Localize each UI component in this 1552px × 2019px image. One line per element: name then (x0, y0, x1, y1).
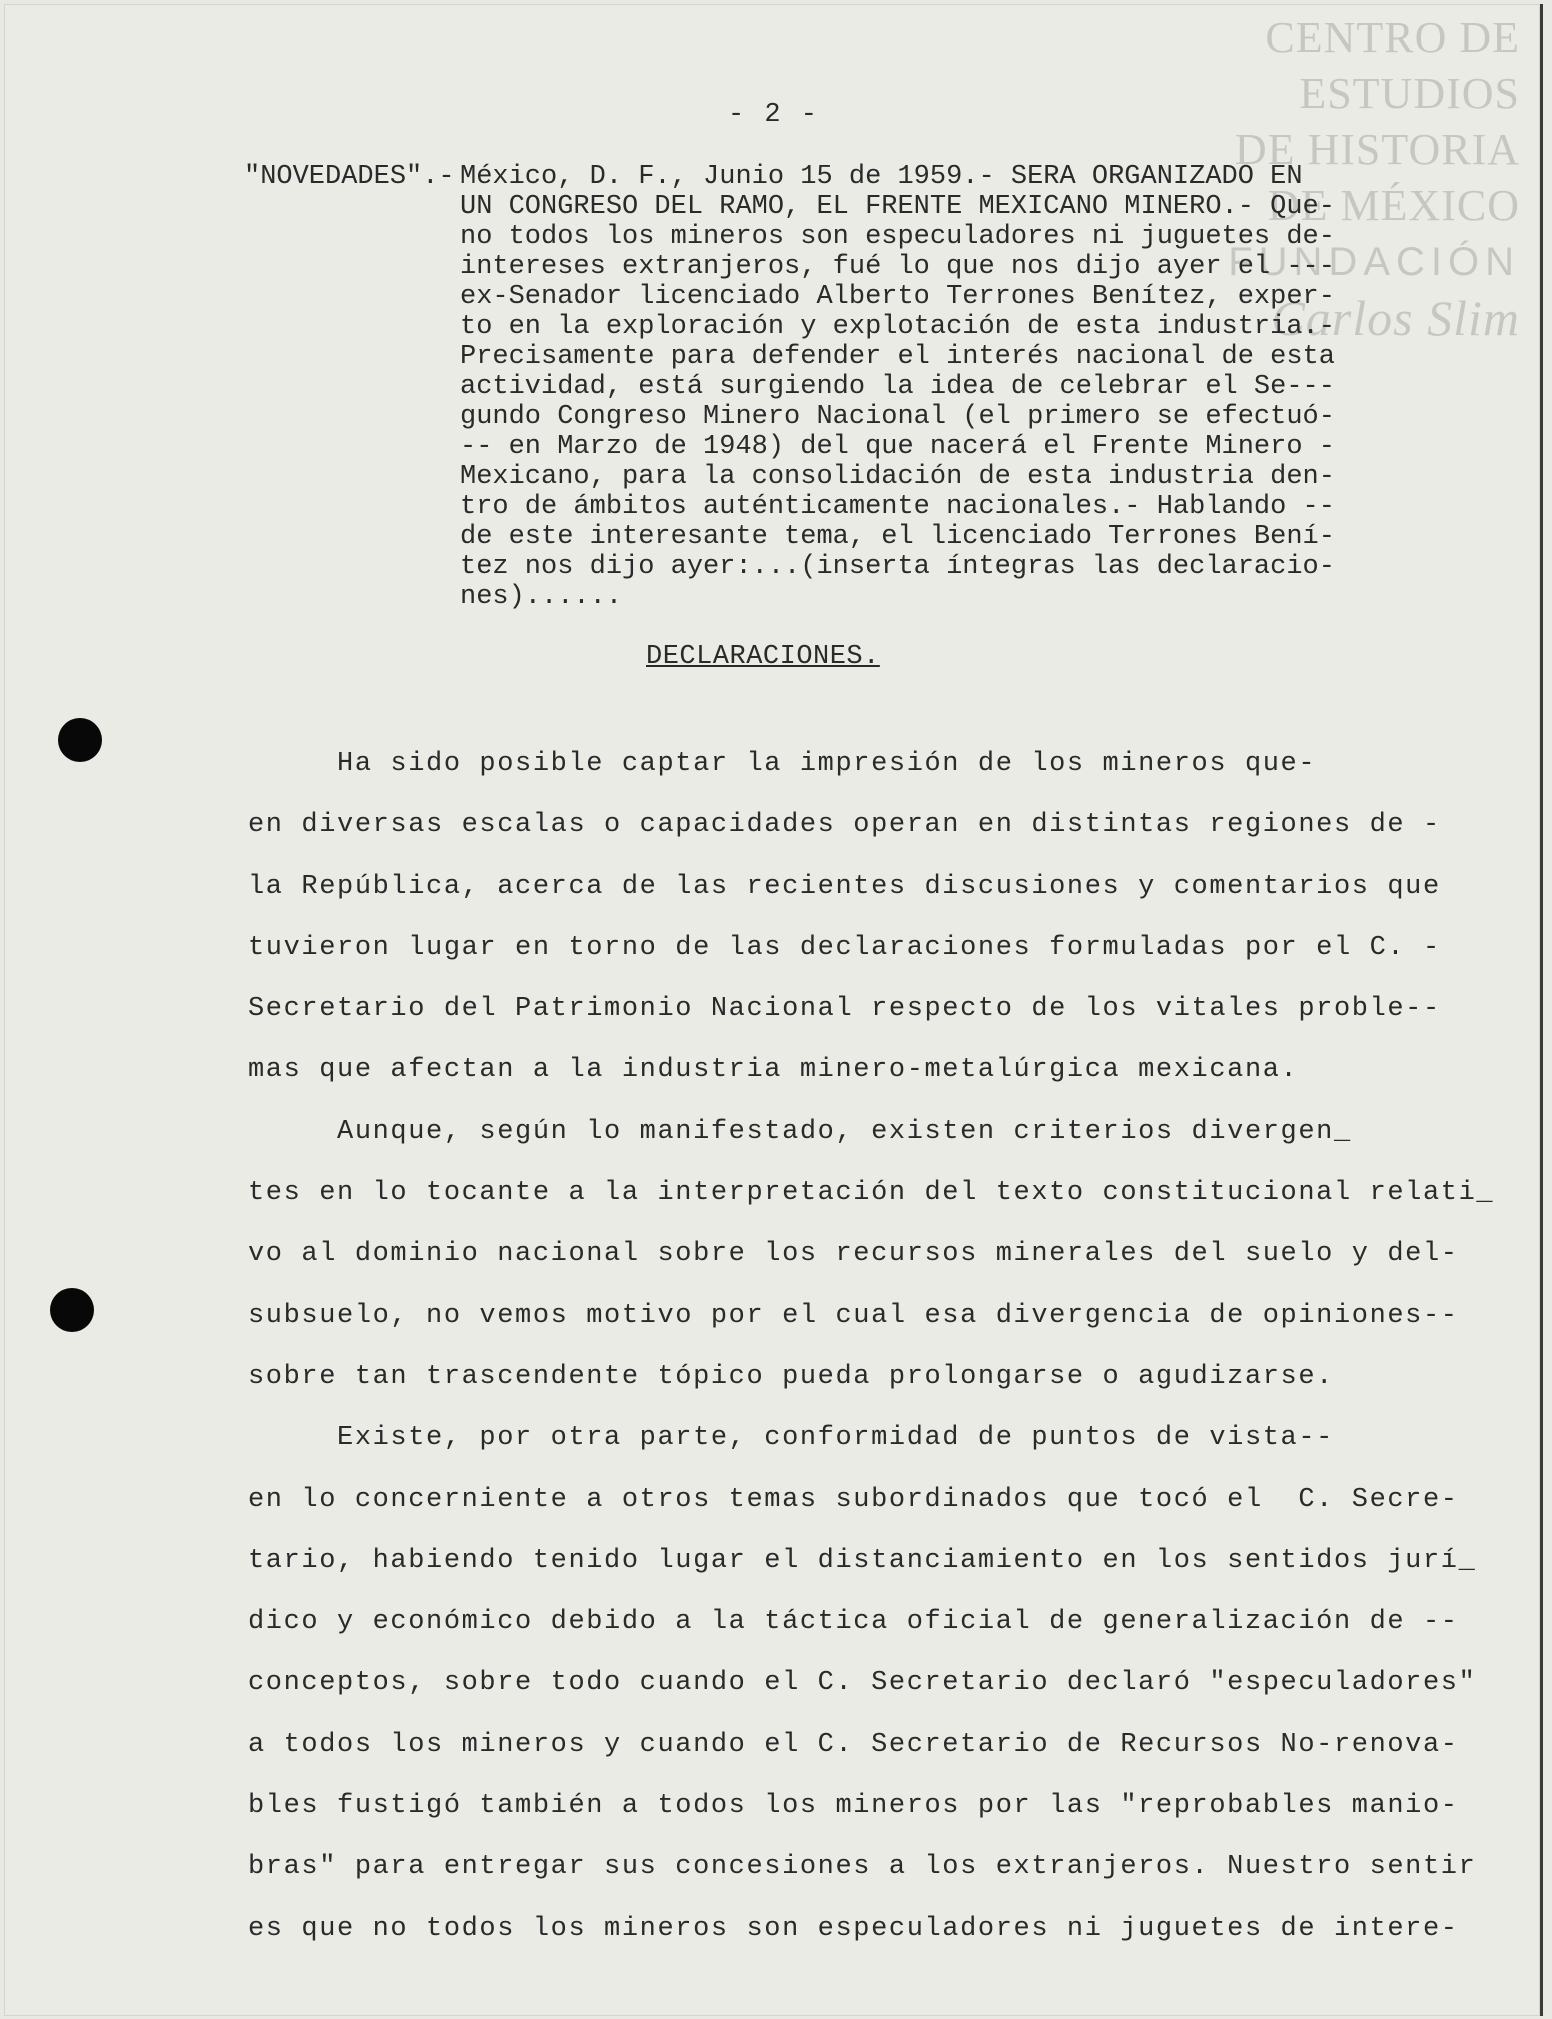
section-title: DECLARACIONES. (646, 642, 880, 672)
newspaper-source: "NOVEDADES".- (244, 162, 455, 192)
body-line: mas que afectan a la industria minero-metalúrgica mexicana. (248, 1055, 1299, 1086)
watermark-line: CENTRO DE (1265, 13, 1520, 62)
body-line: bles fustigó también a todos los mineros por las "reprobables manio- (248, 1791, 1459, 1822)
lead-line: Mexicano, para la consolidación de esta industria den- (460, 462, 1335, 492)
body-line: tario, habiendo tenido lugar el distanciamiento en los sentidos jurí_ (248, 1545, 1477, 1576)
lead-line: de este interesante tema, el licenciado Terrones Bení- (460, 522, 1335, 552)
body-line: tes en lo tocante a la interpretación del texto constitucional relati_ (248, 1178, 1495, 1209)
lead-line: tro de ámbitos auténticamente nacionales.- Hablando -- (460, 492, 1335, 522)
news-lead-paragraph (460, 162, 1445, 612)
body-line: es que no todos los mineros son especuladores ni juguetes de intere- (248, 1913, 1459, 1944)
lead-line: Precisamente para defender el interés nacional de esta (460, 342, 1335, 372)
body-line: en diversas escalas o capacidades operan en distintas regiones de - (248, 810, 1441, 841)
body-line: Ha sido posible captar la impresión de los mineros que- (248, 749, 1317, 779)
lead-line: -- en Marzo de 1948) del que nacerá el Frente Minero - (460, 432, 1335, 462)
body-line: bras" para entregar sus concesiones a los extranjeros. Nuestro sentir (248, 1852, 1477, 1883)
punch-hole (58, 718, 102, 762)
lead-line: tez nos dijo ayer:...(inserta íntegras las declaracio- (460, 552, 1335, 582)
watermark-line: DE HISTORIA (1234, 125, 1520, 174)
body-line: Aunque, según lo manifestado, existen criterios divergen_ (248, 1116, 1352, 1147)
lead-line: nes)...... (460, 582, 623, 612)
body-line: Secretario del Patrimonio Nacional respecto de los vitales proble-- (248, 994, 1441, 1025)
body-line: dico y económico debido a la táctica oficial de generalización de -- (248, 1607, 1459, 1638)
watermark-line: DE MÉXICO (1267, 181, 1520, 230)
body-line: la República, acerca de las recientes discusiones y comentarios que (248, 871, 1441, 902)
body-text (248, 734, 1508, 1960)
watermark-line: ESTUDIOS (1299, 69, 1520, 118)
body-line: vo al dominio nacional sobre los recursos minerales del suelo y del- (248, 1239, 1459, 1270)
body-line: a todos los mineros y cuando el C. Secretario de Recursos No-renova- (248, 1729, 1459, 1760)
punch-hole (50, 1288, 94, 1332)
watermark-fundacion: FUNDACIÓN (1228, 240, 1520, 284)
lead-line: actividad, está surgiendo la idea de celebrar el Se--- (460, 372, 1335, 402)
body-line: subsuelo, no vemos motivo por el cual esa divergencia de opiniones-- (248, 1300, 1459, 1331)
body-line: en lo concerniente a otros temas subordinados que tocó el C. Secre- (248, 1484, 1459, 1515)
lead-line: gundo Congreso Minero Nacional (el primero se efectuó- (460, 402, 1335, 432)
body-line: Existe, por otra parte, conformidad de puntos de vista-- (248, 1423, 1334, 1454)
lead-line: intereses extranjeros, fué lo que nos dijo ayer el --- (460, 252, 1335, 282)
watermark-signature: Carlos Slim (1271, 290, 1520, 346)
lead-line: ex-Senador licenciado Alberto Terrones Benítez, exper- (460, 282, 1335, 312)
page-number: - 2 - (728, 100, 820, 130)
lead-line: UN CONGRESO DEL RAMO, EL FRENTE MEXICANO MINERO.- Que- (460, 192, 1335, 222)
document-page (4, 4, 1543, 2016)
body-line: conceptos, sobre todo cuando el C. Secretario declaró "especuladores" (248, 1668, 1477, 1699)
lead-line: to en la exploración y explotación de esta industria.- (460, 312, 1335, 342)
lead-line: no todos los mineros son especuladores ni juguetes de- (460, 222, 1335, 252)
body-line: tuvieron lugar en torno de las declaraciones formuladas por el C. - (248, 932, 1441, 963)
body-line: sobre tan trascendente tópico pueda prolongarse o agudizarse. (248, 1361, 1334, 1392)
lead-line: México, D. F., Junio 15 de 1959.- SERA ORGANIZADO EN (460, 162, 1303, 192)
